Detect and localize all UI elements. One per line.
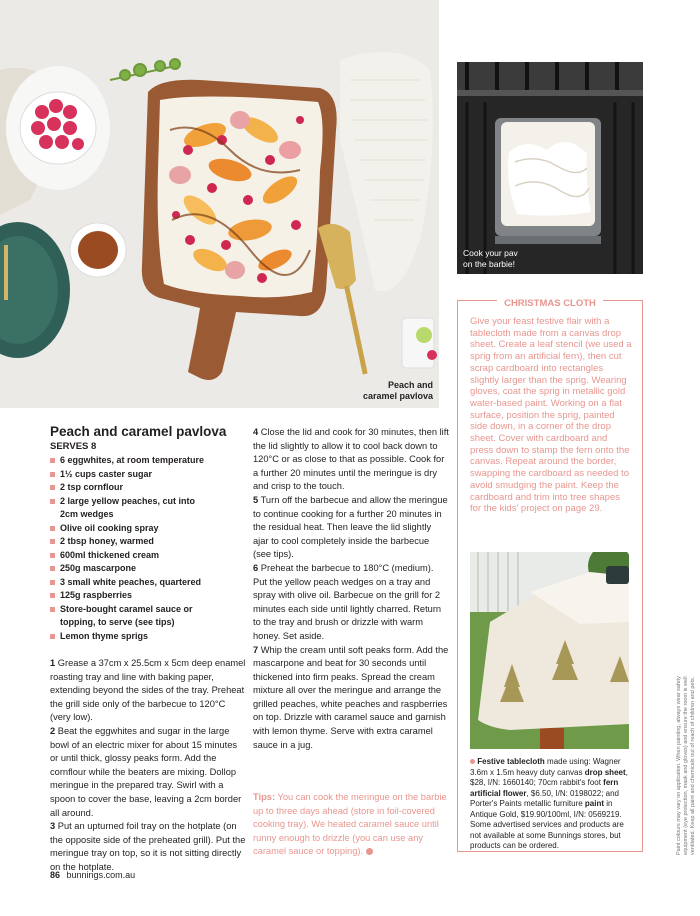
christmas-cloth-body: Give your feast festive flair with a tablecloth made from a canvas drop sheet. Create a leaf stencil (we used a sprig from an artificial fern), then cut scrap cardboard into rectangles slightly larger than the sprig. Wearing gloves, coat the sprig in metallic gold water-based paint. Working on a flat surface, position the sprig, painted side down, in a corner of the drop sheet. Cover with cardboard and press down to stamp the fern onto the canvas. Repeat around the border, swapping the cardboard as needed to avoid smudging the paint. Keep the cardboard and trim into tree shapes for the kids' project on page 29.	[470, 316, 632, 515]
step-number: 5	[253, 494, 259, 505]
bbq-caption-line: on the barbie!	[463, 259, 515, 269]
tablecloth-photo	[470, 552, 629, 749]
ingredient-item: Store-bought caramel sauce or	[50, 603, 230, 617]
pavlova-illustration	[0, 0, 439, 408]
method-column-2	[253, 426, 449, 752]
bullet-icon	[470, 759, 475, 764]
christmas-cloth-credit	[470, 757, 632, 852]
step-number: 2	[50, 725, 56, 736]
method-step	[253, 426, 449, 494]
bbq-caption	[463, 248, 518, 270]
ingredient-item: 250g mascarpone	[50, 562, 230, 576]
bbq-photo	[457, 62, 643, 274]
step-text: Preheat the barbecue to 180°C (medium). Put the yellow peach wedges on a tray and spray with olive oil. Barbecue on the grill for 2 minutes each side until lightly charred. Return to the tray and brush or drizzle with warm honey. Set aside.	[253, 562, 442, 641]
page-number: 86	[50, 870, 61, 880]
ingredient-continuation: topping, to serve (see tips)	[60, 617, 175, 627]
christmas-cloth-heading-wrap	[497, 293, 603, 307]
ingredients-list	[50, 454, 230, 643]
ingredient-item: 6 eggwhites, at room temperature	[50, 454, 230, 468]
tips-label: Tips:	[253, 792, 276, 802]
method-step	[253, 494, 449, 562]
step-text: Turn off the barbecue and allow the meringue to continue cooking for a further 20 minutes in the residual heat. Then leave the lid slightly ajar to cool completely inside the barbecue (see tips).	[253, 494, 448, 560]
method-step	[50, 820, 246, 874]
method-step	[50, 657, 246, 725]
recipe-tips	[253, 791, 449, 859]
tablecloth-illustration	[470, 552, 629, 749]
ingredient-item: Lemon thyme sprigs	[50, 630, 230, 644]
step-number: 3	[50, 821, 56, 832]
method-column-1	[50, 657, 246, 875]
method-step	[253, 562, 449, 644]
barbecue-illustration	[457, 62, 643, 274]
credit-text: , $28, I/N: 1660140; 70cm rabbit's foot	[470, 767, 628, 787]
credit-note: Some advertised services and products are not available at some Bunnings stores, but products can be ordered.	[470, 820, 624, 850]
step-text: Close the lid and cook for 30 minutes, then lift the lid slightly to allow it to cool back down to 120°C or as close to that as possible. Cook for a further 20 minutes until the meringue is dry and crisp to the touch.	[253, 427, 449, 492]
method-step	[253, 644, 449, 753]
step-text: Whip the cream until soft peaks form. Add the mascarpone and beat for 30 seconds until thickened into firm peaks. Spread the cream mixture all over the meringue and arrange the grilled peaches, white peaches and raspberries on top. Drizzle with caramel sauce and garnish with lemon thyme. Serve with extra caramel sauce in a jug.	[253, 644, 449, 750]
hero-caption	[363, 380, 433, 402]
ingredient-item: 2 tbsp honey, warmed	[50, 535, 230, 549]
hero-photo	[0, 0, 439, 408]
ingredient-item: 3 small white peaches, quartered	[50, 576, 230, 590]
safety-disclaimer: Paint colours may vary on application. When painting, always wear safety equipment (eye protection, mask and gloves) and ensure the room is well ventilated. Keep all paint and chemicals out of reach of children and pets.	[676, 676, 696, 855]
ingredient-item: 125g raspberries	[50, 589, 230, 603]
credit-title: Festive tablecloth	[477, 757, 545, 766]
step-text: Grease a 37cm x 25.5cm x 5cm deep enamel roasting tray and line with baking paper, extending beyond the sides of the tray. Preheat the grill side only of the barbecue to 120°C (very low).	[50, 658, 246, 723]
ingredient-continuation: 2cm wedges	[60, 509, 114, 519]
credit-text: , $6.50, I/N: 0198022; and Porter's Paints metallic furniture	[470, 788, 619, 808]
recipe-title: Peach and caramel pavlova	[50, 424, 227, 439]
ingredient-item: 2 tsp cornflour	[50, 481, 230, 495]
credit-product: paint	[584, 799, 605, 808]
end-mark-icon	[366, 848, 373, 855]
hero-caption-line: Peach and	[387, 380, 433, 390]
step-text: Beat the eggwhites and sugar in the large bowl of an electric mixer for about 15 minutes or until thick, glossy peaks form. Add the cornflour while the beaters are mixing. Dollop meringue in the prepared tray. Swirl with a spoon to cover the base, leaving a 2cm border all around.	[50, 725, 242, 818]
ingredient-item: Olive oil cooking spray	[50, 522, 230, 536]
footer-site: bunnings.com.au	[66, 870, 136, 880]
recipe-serves: SERVES 8	[50, 441, 97, 452]
hero-caption-line: caramel pavlova	[362, 391, 433, 401]
tips-text: You can cook the meringue on the barbie up to three days ahead (store in foil-covered cooking tray). We heated caramel sauce until runny enough to drizzle (you can use any caramel sauce or topping).	[253, 792, 447, 857]
credit-text: made using: Wagner 3.6m x 1.5m heavy duty canvas	[470, 757, 621, 777]
christmas-cloth-heading: CHRISTMAS CLOTH	[500, 298, 600, 309]
ingredient-item: 1½ cups caster sugar	[50, 468, 230, 482]
step-number: 1	[50, 658, 56, 668]
credit-product: fern artificial flower	[470, 778, 619, 798]
bbq-caption-line: Cook your pav	[463, 248, 518, 258]
page-footer	[50, 870, 135, 880]
step-text: Put an upturned foil tray on the hotplate (on the opposite side of the preheated grill). Put the meringue tray on top, so it is not sitting directly on the hotplate.	[50, 821, 246, 872]
ingredient-item: 600ml thickened cream	[50, 549, 230, 563]
step-number: 7	[253, 644, 259, 655]
method-step	[50, 725, 246, 820]
credit-product: drop sheet	[584, 767, 626, 777]
step-number: 6	[253, 562, 259, 573]
step-number: 4	[253, 427, 259, 437]
credit-text: in Antique Gold, $19.90/100ml, I/N: 0569219.	[470, 799, 622, 819]
ingredient-item: 2 large yellow peaches, cut into	[50, 495, 230, 509]
